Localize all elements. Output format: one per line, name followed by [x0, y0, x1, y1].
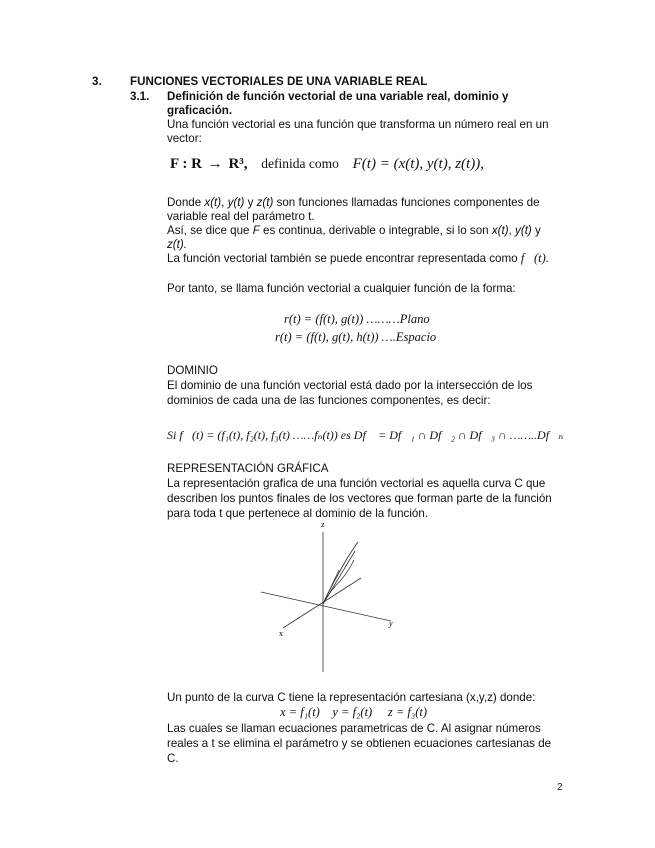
section-number: 3.: [92, 75, 102, 88]
x-of-t: x(t): [491, 224, 509, 237]
def-middle: definida como: [261, 156, 339, 171]
components-line5: [167, 251, 549, 266]
cartesian-line1: Un punto de la curva C tiene la representación cartesiana (x,y,z) donde:: [167, 691, 536, 704]
subsection-title-line2: graficación.: [167, 104, 233, 117]
domain-formula: Si f⃗(t) = (f₁(t), f₂(t), f₃(t) ……fₙ(t)) es Df⃗ = Df⃗₁ ∩ Df⃗₂ ∩ Df⃗₃ ∩ ……..Df⃗ₙ: [167, 428, 564, 442]
x-label: x: [279, 629, 283, 638]
sep: y: [244, 196, 257, 209]
representation-line2: describen los puntos finales de los vectores que forman parte de la función: [167, 492, 552, 505]
y-label: y: [389, 619, 393, 628]
y-axis: [261, 592, 391, 621]
components-line4: z(t).: [167, 238, 187, 251]
components-line2: variable real del parámetro t.: [167, 210, 315, 223]
general-form-text: Por tanto, se llama función vectorial a cualquier función de la forma:: [167, 282, 516, 295]
sep: ,: [508, 224, 516, 237]
intro-line1: Una función vectorial es una función que transforma un número real en un: [167, 118, 549, 131]
x-axis: [283, 578, 361, 628]
sep: y: [531, 224, 541, 237]
components-line3: [167, 223, 541, 238]
section-title: FUNCIONES VECTORIALES DE UNA VARIABLE REAL: [130, 75, 428, 88]
F-symbol: F: [252, 224, 260, 237]
representation-line3: para toda t que pertenece al dominio de la función.: [167, 507, 429, 520]
components-text: es continua, derivable o integrable, si lo son: [259, 224, 492, 237]
representation-line1: La representación grafica de una función vectorial es aquella curva C que: [167, 477, 546, 490]
page-number: 2: [557, 782, 563, 793]
components-text: Así, se dice que: [167, 224, 253, 237]
def-right: R³,: [228, 156, 248, 172]
components-text: La función vectorial también se puede encontrar representada como: [167, 252, 521, 265]
y-of-t: y(t): [515, 224, 532, 237]
subsection-number: 3.1.: [130, 90, 150, 103]
subsection-title-line1: Definición de función vectorial de una variable real, dominio y: [167, 90, 509, 103]
vector-curve-figure: [255, 518, 405, 678]
domain-heading: DOMINIO: [167, 364, 218, 377]
position-vector: [323, 551, 355, 604]
definition-formula: [170, 156, 484, 173]
space-formula: r(t) = (f(t), g(t), h(t)) ….Espacio: [275, 330, 437, 344]
f-vector-symbol: f⃗(t).: [520, 251, 549, 265]
cartesian-line4: C.: [167, 752, 179, 765]
x-of-t: x(t): [204, 196, 222, 209]
parametric-equations: x = f₁(t) y = f₂(t) z = f₃(t): [280, 705, 427, 719]
components-text: son funciones llamadas funciones componentes de: [273, 196, 540, 209]
z-of-t: z(t): [256, 196, 274, 209]
representation-heading: REPRESENTACIÓN GRÁFICA: [167, 462, 329, 475]
components-text: Donde: [167, 196, 205, 209]
position-vector: [323, 570, 339, 604]
sep: ,: [221, 196, 228, 209]
cartesian-line3: reales a t se elimina el parámetro y se obtienen ecuaciones cartesianas de: [167, 737, 552, 750]
y-of-t: y(t): [227, 196, 245, 209]
z-label: z: [321, 520, 325, 529]
components-line1: [167, 195, 540, 210]
def-expr: F(t) = (x(t), y(t), z(t)),: [352, 156, 484, 172]
cartesian-line2: Las cuales se llaman ecuaciones parametricas de C. Al asignar números: [167, 722, 541, 735]
plane-formula: r(t) = (f(t), g(t)) ………Plano: [284, 312, 430, 326]
domain-line1: El dominio de una función vectorial está dado por la intersección de los: [167, 379, 533, 392]
def-left: F : R: [170, 156, 202, 172]
curve-c-lower: [323, 560, 354, 604]
domain-line2: dominios de cada una de las funciones componentes, es decir:: [167, 394, 491, 407]
intro-line2: vector:: [167, 132, 202, 145]
def-arrow: →: [207, 156, 223, 172]
